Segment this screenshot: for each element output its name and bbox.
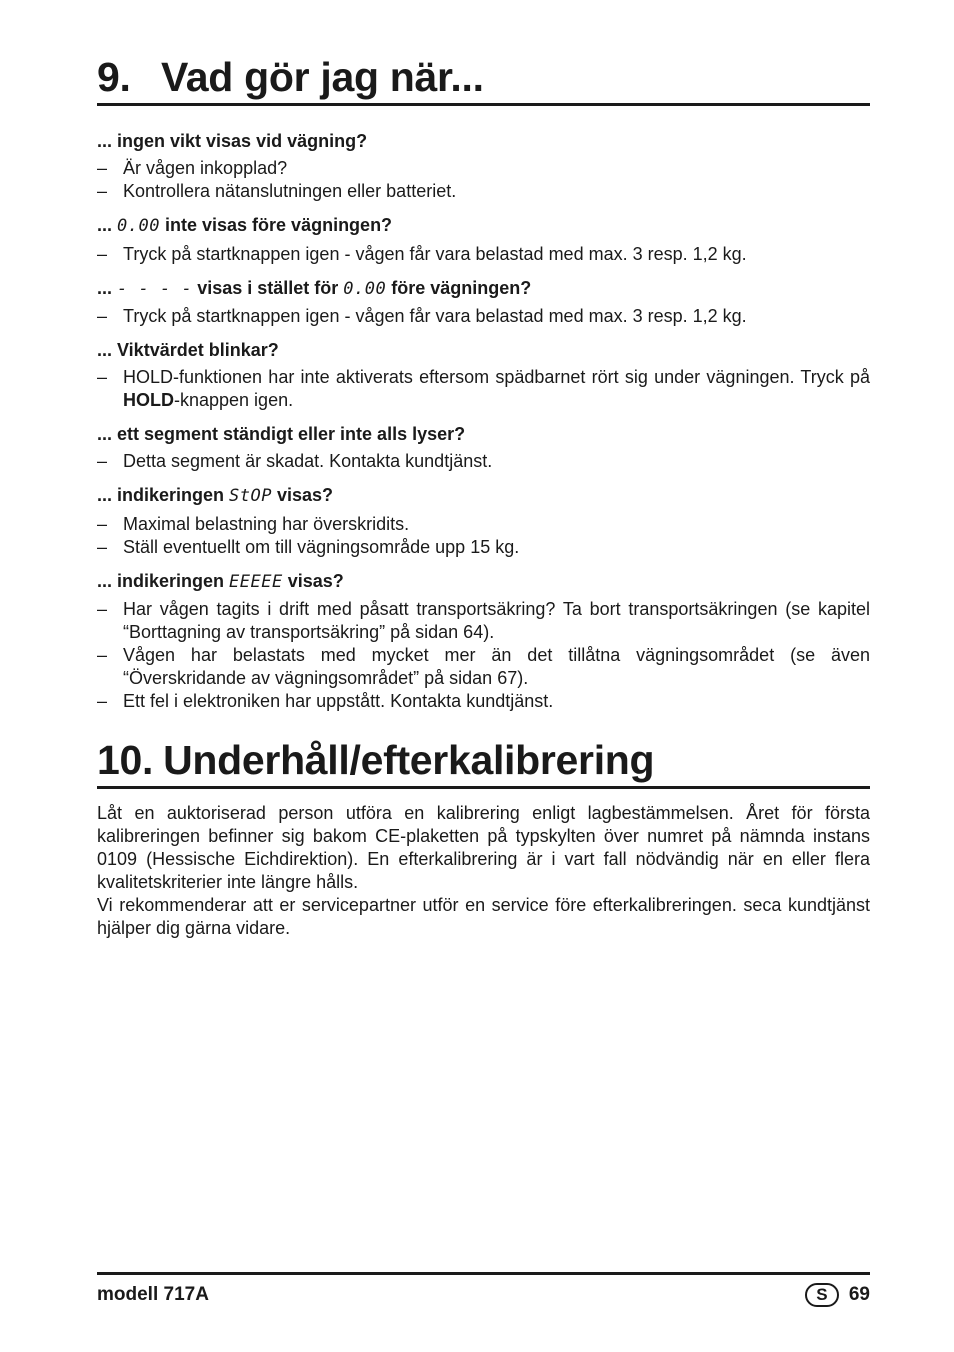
question-error-shown: ... indikeringen EEEEE visas? [97, 571, 344, 592]
answer-list-no-weight [97, 157, 870, 203]
answer-list-stop-shown [97, 513, 870, 559]
display-zero-reading: 0.00 [343, 279, 387, 299]
section-10-title: Underhåll/efterkalibrering [163, 737, 655, 783]
answer-list-error-shown [97, 598, 870, 713]
answer-list-dashes-shown [97, 305, 870, 328]
list-item: – Tryck på startknappen igen - vågen får vara belastad med max. 3 resp. 1,2 kg. [97, 244, 747, 264]
display-stop: StOP [229, 486, 272, 506]
question-dashes-shown: ... - - - - visas i stället för 0.00 före vägningen? [97, 278, 532, 299]
calibration-paragraph: Låt en auktoriserad person utföra en kalibrering enligt lagbestämmelsen. Året för första kalibreringen befinner sig bakom CE-plaketten på typskylten över numret på nämnda instans 0109 (Hessische Eichdirektion). En efterkalibrering är i vart fall nödvändig när en eller flera kvalitetskriterier inte längre hålls. [97, 803, 870, 892]
answer-list-zero-not-shown [97, 243, 870, 266]
display-dashes: - - - - [117, 279, 193, 299]
section-10-heading [97, 735, 870, 789]
list-item: – Vågen har belastats med mycket mer än det tillåtna vägningsområdet (se även “Överskridande av vägningsområdet” på sidan 67). [97, 645, 870, 688]
list-item: – Har vågen tagits i drift med påsatt transportsäkring? Ta bort transportsäkringen (se kapitel “Borttagning av transportsäkring” på sidan 64). [97, 599, 870, 642]
language-badge: S [805, 1283, 839, 1307]
answer-list-segment-fault [97, 450, 870, 473]
list-item: – Ett fel i elektroniken har uppstått. Kontakta kundtjänst. [97, 691, 554, 711]
question-segment-fault: ... ett segment ständigt eller inte alls lyser? [97, 424, 466, 444]
page-content [97, 52, 870, 940]
list-item: – Kontrollera nätanslutningen eller batteriet. [97, 181, 457, 201]
section-9-number: 9. [97, 54, 131, 100]
list-item: – Ställ eventuellt om till vägningsområde upp 15 kg. [97, 537, 520, 557]
list-item: – HOLD-funktionen har inte aktiverats eftersom spädbarnet rört sig under vägningen. Tryck på HOLD-knappen igen. [97, 367, 870, 410]
question-zero-not-shown: ... 0.00 inte visas före vägningen? [97, 215, 393, 236]
question-stop-shown: ... indikeringen StOP visas? [97, 485, 334, 506]
page-number: 69 [848, 1284, 870, 1305]
hold-key-name: HOLD [123, 390, 174, 410]
service-paragraph: Vi rekommenderar att er servicepartner utför en service före efterkalibreringen. seca kundtjänst hjälper dig gärna vidare. [97, 895, 870, 938]
section-9-title: Vad gör jag när... [161, 54, 484, 100]
section-9-heading [97, 52, 870, 106]
question-value-blinking: ... Viktvärdet blinkar? [97, 340, 279, 360]
answer-list-value-blinking [97, 366, 870, 412]
model-name: modell 717A [97, 1284, 209, 1305]
list-item: – Är vågen inkopplad? [97, 158, 288, 178]
list-item: – Detta segment är skadat. Kontakta kundtjänst. [97, 451, 493, 471]
page-footer [97, 1272, 870, 1305]
display-error: EEEEE [229, 572, 283, 592]
list-item: – Tryck på startknappen igen - vågen får vara belastad med max. 3 resp. 1,2 kg. [97, 306, 747, 326]
section-10-number: 10. [97, 737, 154, 783]
list-item: – Maximal belastning har överskridits. [97, 514, 410, 534]
question-no-weight: ... ingen vikt visas vid vägning? [97, 131, 368, 151]
display-zero-reading: 0.00 [117, 216, 160, 236]
